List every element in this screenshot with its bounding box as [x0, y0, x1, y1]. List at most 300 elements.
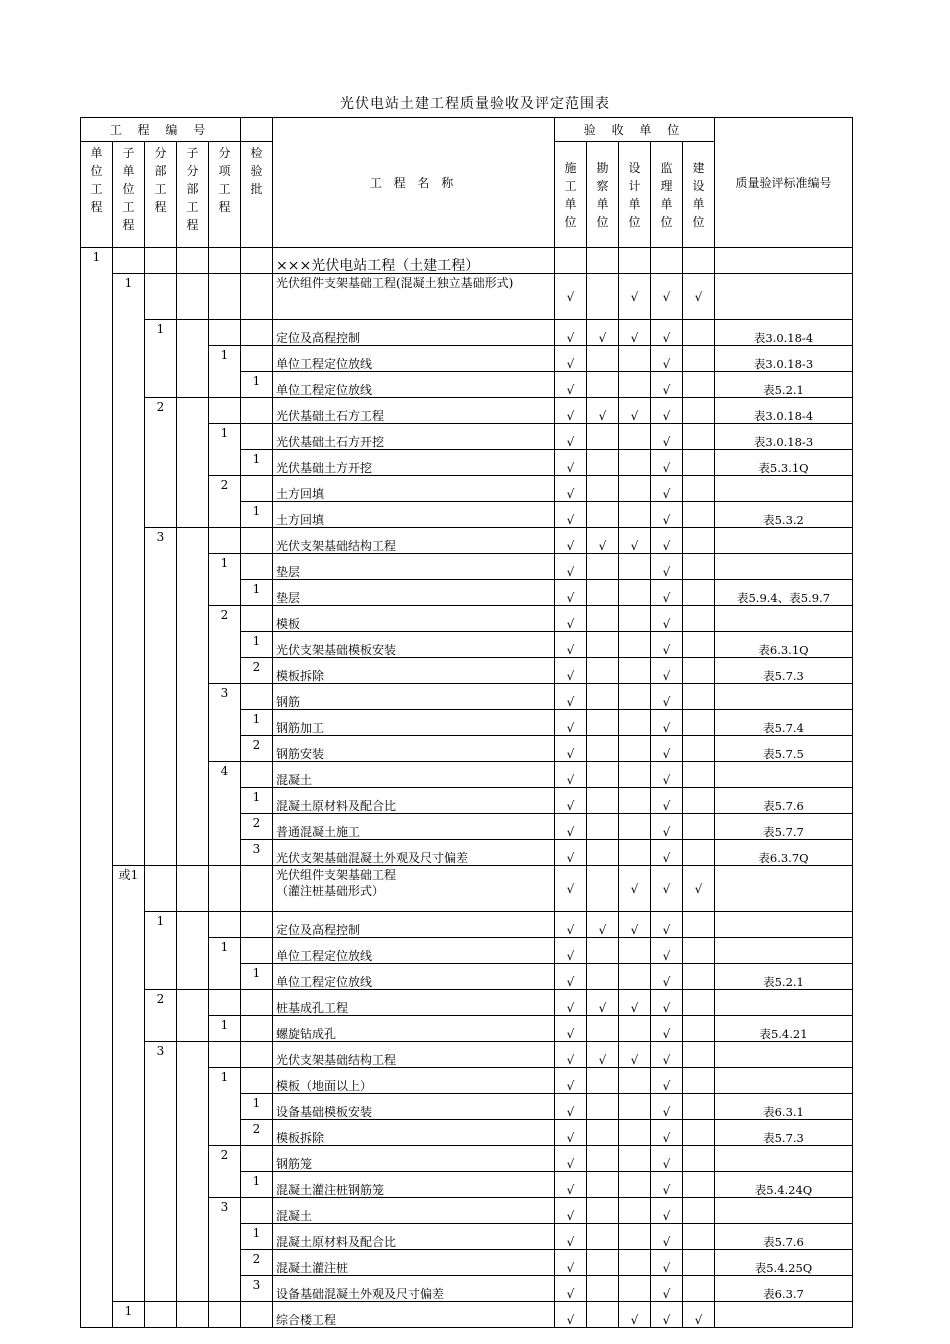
- code-cell: [113, 1146, 145, 1172]
- acceptance-check-cell: [555, 632, 587, 658]
- acceptance-check-cell: [619, 990, 651, 1016]
- acceptance-check-cell: [683, 554, 715, 580]
- code-cell: [145, 1302, 177, 1328]
- code-cell: [209, 502, 241, 528]
- code-cell: 1: [241, 502, 273, 528]
- check-mark-icon: √: [662, 1287, 671, 1301]
- project-name-cell: 模板: [273, 606, 555, 632]
- code-cell: [145, 424, 177, 450]
- header-col-unit: [81, 142, 113, 248]
- check-mark-icon: √: [598, 409, 607, 423]
- check-mark-icon: √: [566, 487, 575, 501]
- table-row: [81, 866, 853, 912]
- code-cell: [81, 1172, 113, 1198]
- check-mark-icon: √: [630, 539, 639, 553]
- code-cell: [177, 658, 209, 684]
- standard-number-cell: 表5.3.1Q: [715, 450, 853, 476]
- check-mark-icon: √: [566, 851, 575, 865]
- code-cell: [145, 502, 177, 528]
- check-mark-icon: √: [566, 695, 575, 709]
- code-cell: [145, 476, 177, 502]
- check-mark-icon: √: [630, 1313, 639, 1327]
- acceptance-check-cell: [651, 1224, 683, 1250]
- code-cell: [177, 684, 209, 710]
- code-cell: [177, 964, 209, 990]
- code-cell: [241, 938, 273, 964]
- acceptance-check-cell: [651, 632, 683, 658]
- code-cell: [177, 762, 209, 788]
- code-cell: [81, 502, 113, 528]
- acceptance-check-cell: [587, 424, 619, 450]
- code-cell: [241, 424, 273, 450]
- check-mark-icon: √: [662, 721, 671, 735]
- code-cell: 1: [209, 424, 241, 450]
- acceptance-check-cell: [587, 1198, 619, 1224]
- check-mark-icon: √: [662, 591, 671, 605]
- code-cell: [81, 658, 113, 684]
- code-cell: [177, 450, 209, 476]
- code-cell: [177, 528, 209, 554]
- acceptance-check-cell: [683, 658, 715, 684]
- acceptance-check-cell: [555, 476, 587, 502]
- acceptance-check-cell: [619, 938, 651, 964]
- code-cell: [177, 1172, 209, 1198]
- acceptance-check-cell: [555, 866, 587, 912]
- check-mark-icon: √: [630, 409, 639, 423]
- standard-number-cell: 表5.7.3: [715, 1120, 853, 1146]
- project-name-cell: 钢筋笼: [273, 1146, 555, 1172]
- code-cell: 1: [113, 1302, 145, 1328]
- standard-number-cell: 表3.0.18-4: [715, 398, 853, 424]
- acceptance-check-cell: [683, 1250, 715, 1276]
- code-cell: [81, 1250, 113, 1276]
- acceptance-check-cell: [587, 398, 619, 424]
- project-name-cell: 垫层: [273, 554, 555, 580]
- code-cell: [113, 372, 145, 398]
- code-cell: [113, 912, 145, 938]
- acceptance-check-cell: [651, 1250, 683, 1276]
- standard-number-cell: [715, 1042, 853, 1068]
- acceptance-check-cell: [587, 248, 619, 274]
- project-name-cell: 光伏基础土石方工程: [273, 398, 555, 424]
- acceptance-check-cell: [587, 372, 619, 398]
- acceptance-check-cell: [619, 424, 651, 450]
- check-mark-icon: √: [566, 881, 575, 896]
- table-row: [81, 1276, 853, 1302]
- acceptance-check-cell: [555, 424, 587, 450]
- code-cell: [81, 840, 113, 866]
- code-cell: [209, 866, 241, 912]
- acceptance-check-cell: [619, 1302, 651, 1328]
- check-mark-icon: √: [662, 539, 671, 553]
- standard-number-cell: 表5.4.25Q: [715, 1250, 853, 1276]
- code-cell: [113, 476, 145, 502]
- acceptance-check-cell: [619, 1198, 651, 1224]
- standard-number-cell: 表3.0.18-4: [715, 320, 853, 346]
- table-row: [81, 1120, 853, 1146]
- project-name-cell: 钢筋: [273, 684, 555, 710]
- table-row: [81, 1042, 853, 1068]
- code-cell: [145, 762, 177, 788]
- code-cell: [81, 1042, 113, 1068]
- code-cell: [145, 554, 177, 580]
- code-cell: [177, 424, 209, 450]
- code-cell: [209, 840, 241, 866]
- check-mark-icon: √: [630, 1053, 639, 1067]
- code-cell: [113, 1042, 145, 1068]
- code-cell: [113, 964, 145, 990]
- acceptance-check-cell: [555, 990, 587, 1016]
- acceptance-check-cell: [683, 1146, 715, 1172]
- project-name-cell: 土方回填: [273, 502, 555, 528]
- code-cell: [81, 398, 113, 424]
- acceptance-check-cell: [555, 346, 587, 372]
- code-cell: [177, 1042, 209, 1068]
- acceptance-check-cell: [619, 320, 651, 346]
- check-mark-icon: √: [566, 357, 575, 371]
- check-mark-icon: √: [662, 773, 671, 787]
- code-cell: 1: [241, 1224, 273, 1250]
- check-mark-icon: √: [662, 1053, 671, 1067]
- table-row: [81, 1302, 853, 1328]
- code-cell: [209, 710, 241, 736]
- table-row: [81, 1198, 853, 1224]
- acceptance-check-cell: [587, 580, 619, 606]
- acceptance-check-cell: [619, 554, 651, 580]
- check-mark-icon: √: [662, 409, 671, 423]
- code-cell: [209, 1250, 241, 1276]
- acceptance-check-cell: [555, 788, 587, 814]
- acceptance-check-cell: [651, 1146, 683, 1172]
- table-row: [81, 964, 853, 990]
- acceptance-check-cell: [619, 476, 651, 502]
- acceptance-check-cell: [587, 502, 619, 528]
- check-mark-icon: √: [662, 1209, 671, 1223]
- code-cell: [177, 476, 209, 502]
- project-name-cell: 单位工程定位放线: [273, 372, 555, 398]
- acceptance-check-cell: [651, 1016, 683, 1042]
- code-cell: [145, 248, 177, 274]
- check-mark-icon: √: [662, 357, 671, 371]
- code-cell: [113, 450, 145, 476]
- table-row: [81, 502, 853, 528]
- acceptance-check-cell: [555, 1198, 587, 1224]
- check-mark-icon: √: [566, 409, 575, 423]
- acceptance-check-cell: [587, 684, 619, 710]
- code-cell: [81, 1302, 113, 1328]
- standard-number-cell: 表5.7.6: [715, 1224, 853, 1250]
- check-mark-icon: √: [662, 461, 671, 475]
- acceptance-check-cell: [683, 1302, 715, 1328]
- code-cell: [81, 320, 113, 346]
- acceptance-check-cell: [555, 502, 587, 528]
- code-cell: [209, 248, 241, 274]
- code-cell: [177, 938, 209, 964]
- code-cell: [145, 372, 177, 398]
- acceptance-check-cell: [651, 554, 683, 580]
- code-cell: [241, 1042, 273, 1068]
- acceptance-check-cell: [683, 632, 715, 658]
- check-mark-icon: √: [662, 1313, 671, 1327]
- code-cell: [113, 528, 145, 554]
- acceptance-check-cell: [683, 398, 715, 424]
- code-cell: [177, 1224, 209, 1250]
- check-mark-icon: √: [566, 565, 575, 579]
- code-cell: [81, 476, 113, 502]
- code-cell: 4: [209, 762, 241, 788]
- acceptance-check-cell: [683, 736, 715, 762]
- acceptance-check-cell: [683, 274, 715, 320]
- code-cell: [81, 372, 113, 398]
- acceptance-check-cell: [555, 1016, 587, 1042]
- acceptance-check-cell: [651, 938, 683, 964]
- acceptance-check-cell: [587, 710, 619, 736]
- acceptance-check-cell: [587, 866, 619, 912]
- code-cell: [241, 684, 273, 710]
- table-row: [81, 632, 853, 658]
- code-cell: [209, 1172, 241, 1198]
- acceptance-check-cell: [619, 580, 651, 606]
- acceptance-check-cell: [619, 788, 651, 814]
- header-col-subdivision: [177, 142, 209, 248]
- code-cell: 2: [209, 1146, 241, 1172]
- check-mark-icon: √: [566, 461, 575, 475]
- code-cell: [177, 1094, 209, 1120]
- check-mark-icon: √: [662, 565, 671, 579]
- acceptance-check-cell: [555, 274, 587, 320]
- code-cell: [113, 554, 145, 580]
- acceptance-check-cell: [555, 710, 587, 736]
- table-row: [81, 658, 853, 684]
- code-cell: [241, 554, 273, 580]
- acceptance-check-cell: [683, 840, 715, 866]
- acceptance-check-cell: [683, 1172, 715, 1198]
- standard-number-cell: 表6.3.7Q: [715, 840, 853, 866]
- code-cell: 1: [241, 580, 273, 606]
- acceptance-check-cell: [683, 528, 715, 554]
- code-cell: [209, 1094, 241, 1120]
- acceptance-check-cell: [587, 1068, 619, 1094]
- check-mark-icon: √: [566, 617, 575, 631]
- code-cell: [81, 346, 113, 372]
- code-cell: [81, 1276, 113, 1302]
- acceptance-check-cell: [619, 502, 651, 528]
- table-row: [81, 736, 853, 762]
- check-mark-icon: √: [662, 881, 671, 896]
- table-row: [81, 372, 853, 398]
- standard-number-cell: [715, 684, 853, 710]
- code-cell: [145, 658, 177, 684]
- header-vertical-label: 监理单位: [660, 160, 673, 229]
- check-mark-icon: √: [662, 513, 671, 527]
- code-cell: [145, 274, 177, 320]
- check-mark-icon: √: [662, 1027, 671, 1041]
- header-vertical-label: 施工单位: [564, 160, 577, 229]
- acceptance-check-cell: [683, 964, 715, 990]
- check-mark-icon: √: [566, 1287, 575, 1301]
- acceptance-check-cell: [683, 762, 715, 788]
- acceptance-check-cell: [619, 372, 651, 398]
- standard-number-cell: [715, 1146, 853, 1172]
- code-cell: [145, 580, 177, 606]
- standard-number-cell: [715, 866, 853, 912]
- acceptance-check-cell: [587, 346, 619, 372]
- acceptance-check-cell: [555, 450, 587, 476]
- project-name-cell: 混凝土原材料及配合比: [273, 788, 555, 814]
- table-row: [81, 424, 853, 450]
- check-mark-icon: √: [694, 1313, 703, 1327]
- acceptance-check-cell: [651, 1172, 683, 1198]
- acceptance-check-cell: [555, 1120, 587, 1146]
- code-cell: [113, 1224, 145, 1250]
- acceptance-check-cell: [587, 1276, 619, 1302]
- acceptance-check-cell: [651, 372, 683, 398]
- acceptance-check-cell: [587, 274, 619, 320]
- check-mark-icon: √: [566, 825, 575, 839]
- table-row: [81, 450, 853, 476]
- code-cell: [113, 1172, 145, 1198]
- check-mark-icon: √: [662, 289, 671, 304]
- acceptance-check-cell: [619, 1016, 651, 1042]
- table-row: [81, 1250, 853, 1276]
- code-cell: [113, 990, 145, 1016]
- table-row: [81, 990, 853, 1016]
- acceptance-check-cell: [555, 736, 587, 762]
- code-cell: [81, 528, 113, 554]
- code-cell: [209, 990, 241, 1016]
- acceptance-check-cell: [555, 1042, 587, 1068]
- acceptance-check-cell: [619, 964, 651, 990]
- acceptance-check-cell: [651, 1120, 683, 1146]
- acceptance-check-cell: [619, 1146, 651, 1172]
- code-cell: 1: [241, 1094, 273, 1120]
- check-mark-icon: √: [662, 669, 671, 683]
- code-cell: [81, 684, 113, 710]
- check-mark-icon: √: [598, 539, 607, 553]
- acceptance-check-cell: [587, 990, 619, 1016]
- code-cell: 1: [209, 1016, 241, 1042]
- code-cell: [81, 450, 113, 476]
- acceptance-check-cell: [619, 1120, 651, 1146]
- acceptance-check-cell: [619, 1042, 651, 1068]
- code-cell: [209, 964, 241, 990]
- acceptance-check-cell: [619, 632, 651, 658]
- code-cell: [81, 710, 113, 736]
- code-cell: 1: [241, 1172, 273, 1198]
- code-cell: [209, 1120, 241, 1146]
- check-mark-icon: √: [662, 695, 671, 709]
- acceptance-check-cell: [555, 684, 587, 710]
- acceptance-check-cell: [651, 840, 683, 866]
- check-mark-icon: √: [598, 923, 607, 937]
- header-col-subunit: [113, 142, 145, 248]
- header-vertical-label: 设计单位: [628, 160, 641, 229]
- standard-number-cell: [715, 1068, 853, 1094]
- project-name-cell: 光伏支架基础模板安装: [273, 632, 555, 658]
- project-name-cell: 光伏组件支架基础工程(混凝土独立基础形式): [273, 274, 555, 320]
- check-mark-icon: √: [566, 1313, 575, 1327]
- acceptance-check-cell: [683, 1224, 715, 1250]
- acceptance-check-cell: [555, 1276, 587, 1302]
- code-cell: 1: [145, 912, 177, 938]
- check-mark-icon: √: [566, 975, 575, 989]
- project-name-cell: 土方回填: [273, 476, 555, 502]
- acceptance-check-cell: [651, 274, 683, 320]
- check-mark-icon: √: [662, 383, 671, 397]
- code-cell: [209, 274, 241, 320]
- code-cell: 2: [209, 606, 241, 632]
- page-title: 光伏电站土建工程质量验收及评定范围表: [340, 96, 610, 112]
- code-cell: [209, 736, 241, 762]
- standard-number-cell: 表5.7.3: [715, 658, 853, 684]
- check-mark-icon: √: [630, 923, 639, 937]
- code-cell: [81, 632, 113, 658]
- standard-number-cell: 表5.7.7: [715, 814, 853, 840]
- header-standard-no: 质量验评标准编号: [715, 118, 853, 248]
- table-row: [81, 1094, 853, 1120]
- code-cell: [81, 606, 113, 632]
- code-cell: 3: [145, 1042, 177, 1068]
- code-cell: 2: [241, 736, 273, 762]
- project-name-cell: 单位工程定位放线: [273, 964, 555, 990]
- acceptance-check-cell: [587, 1016, 619, 1042]
- check-mark-icon: √: [694, 881, 703, 896]
- code-cell: 3: [209, 1198, 241, 1224]
- acceptance-check-cell: [651, 1068, 683, 1094]
- code-cell: 2: [209, 476, 241, 502]
- table-row: [81, 580, 853, 606]
- project-name-cell: 综合楼工程: [273, 1302, 555, 1328]
- code-cell: [145, 632, 177, 658]
- acceptance-check-cell: [651, 424, 683, 450]
- check-mark-icon: √: [662, 1261, 671, 1275]
- code-cell: [81, 990, 113, 1016]
- check-mark-icon: √: [566, 1053, 575, 1067]
- code-cell: [81, 1016, 113, 1042]
- acceptance-check-cell: [683, 606, 715, 632]
- check-mark-icon: √: [566, 591, 575, 605]
- acceptance-check-cell: [619, 912, 651, 938]
- header-col-construction: [555, 142, 587, 248]
- table-row: [81, 1016, 853, 1042]
- code-cell: [113, 1016, 145, 1042]
- table-row: [81, 554, 853, 580]
- code-cell: 2: [241, 1120, 273, 1146]
- code-cell: 2: [241, 1250, 273, 1276]
- code-cell: [113, 502, 145, 528]
- table-row: [81, 684, 853, 710]
- table-row: [81, 1146, 853, 1172]
- standard-number-cell: [715, 1302, 853, 1328]
- code-cell: [145, 866, 177, 912]
- acceptance-check-cell: [619, 248, 651, 274]
- acceptance-check-cell: [587, 762, 619, 788]
- acceptance-check-cell: [651, 1276, 683, 1302]
- code-cell: [113, 1120, 145, 1146]
- acceptance-check-cell: [651, 346, 683, 372]
- acceptance-check-cell: [619, 710, 651, 736]
- table-row: [81, 840, 853, 866]
- acceptance-check-cell: [619, 1094, 651, 1120]
- acceptance-check-cell: [555, 248, 587, 274]
- check-mark-icon: √: [566, 949, 575, 963]
- code-cell: [241, 866, 273, 912]
- code-cell: [113, 762, 145, 788]
- acceptance-check-cell: [651, 990, 683, 1016]
- acceptance-check-cell: [683, 248, 715, 274]
- acceptance-check-cell: [619, 1224, 651, 1250]
- code-cell: 3: [145, 528, 177, 554]
